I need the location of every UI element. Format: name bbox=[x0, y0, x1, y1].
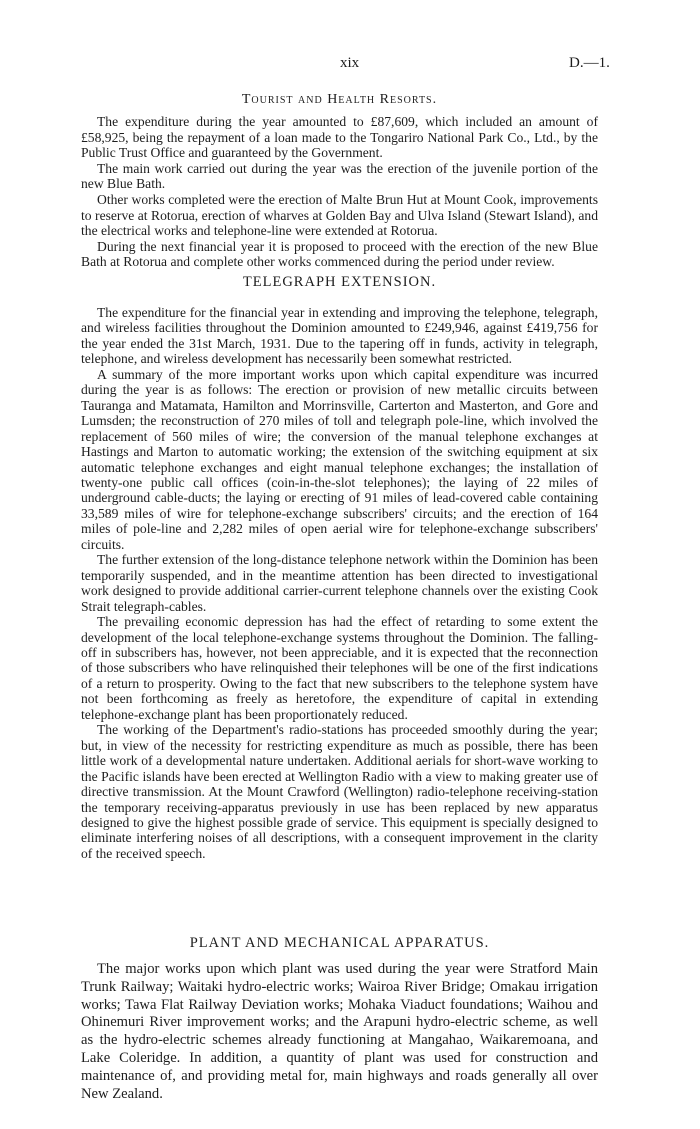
document-reference: D.—1. bbox=[569, 55, 610, 71]
paragraph: The expenditure for the financial year in extending and improving the telephone, telegraph, and wireless facilities throughout the Dominion amounted to £249,946, against £419,756 for the year ended the 31st March, 1931. Due to the tapering off in funds, activity in telegraph, telephone, and wireless development has necessarily been somewhat restricted. bbox=[81, 305, 598, 367]
paragraph: Other works completed were the erection of Malte Brun Hut at Mount Cook, improvements to reserve at Rotorua, erection of wharves at Golden Bay and Ulva Island (Stewart Island), and the electrical works and telephone-line were extended at Rotorua. bbox=[81, 191, 598, 239]
section-heading: PLANT AND MECHANICAL APPARATUS. bbox=[189, 935, 490, 951]
paragraph: The major works upon which plant was used during the year were Stratford Main Trunk Railway; Waitaki hydro-electric works; Wairoa River Bridge; Omakau irrigation works; Tawa Flat Railway Deviation works; Mohaka Viaduct foundations; Waihou and Ohinemuri River improvement works; and the Arapuni hydro-electric scheme, as well as the hydro-electric schemes already functioning at Mangahao, Waikaremoana, and Lake Coleridge. In addition, a quantity of plant was used for construction and maintenance of, and providing metal for, main highways and roads generally all over New Zealand. bbox=[81, 961, 598, 1102]
section-tourist-health-resorts bbox=[81, 92, 598, 270]
paragraph: The prevailing economic depression has had the effect of retarding to some extent the development of the local telephone-exchange systems throughout the Dominion. The falling-off in subscribers has, however, not been appreciable, and it is expected that the reconnection of those subscribers who have relinquished their telephones will be one of the first indications of a return to prosperity. Owing to the fact that new subscribers to the telephone system have not been forthcoming as freely as heretofore, the expenditure of capital in extending telephone-exchange plant has been proportionately reduced. bbox=[81, 614, 598, 722]
section-heading: TELEGRAPH EXTENSION. bbox=[242, 274, 437, 290]
paragraph: The expenditure during the year amounted to £87,609, which included an amount of £58,925, being the repayment of a loan made to the Tongariro National Park Co., Ltd., by the Public Trust Office and guaranteed by the Government. bbox=[81, 114, 598, 161]
section-telegraph-extension bbox=[81, 274, 598, 861]
page-number: xix bbox=[340, 55, 360, 71]
paragraph: A summary of the more important works upon which capital expenditure was incurred during the year is as follows: The erection or provision of new metallic circuits between Tauranga and Matamata, Hamilton and Morrinsville, Carterton and Masterton, and Gore and Lumsden; the reconstruction of 270 miles of toll and telegraph pole-line, which involved the replacement of 560 miles of wire; the conversion of the manual telephone exchanges at Hastings and Marton to automatic working; the extension of the switching equipment at six automatic telephone exchanges and eight manual telephone exchanges; the installation of twenty-one public call offices (coin-in-the-slot telephones); the laying of 22 miles of underground cable-ducts; the laying or erecting of 91 miles of lead-covered cable containing 33,589 miles of wire for telephone-exchange subscribers' circuits; and the erection of 164 miles of pole-line and 2,282 miles of open aerial wire for telephone-exchange subscribers' circuits. bbox=[81, 366, 598, 552]
paragraph: The main work carried out during the year was the erection of the juvenile portion of the new Blue Bath. bbox=[81, 160, 598, 192]
page-header bbox=[0, 55, 700, 79]
paragraph: During the next financial year it is proposed to proceed with the erection of the new Blue Bath at Rotorua and complete other works commenced during the period under review. bbox=[81, 238, 598, 270]
paragraph: The working of the Department's radio-stations has proceeded smoothly during the year; but, in view of the necessity for restricting expenditure as much as possible, there has been little work of a developmental nature undertaken. Additional aerials for short-wave working to the Pacific islands have been erected at Wellington Radio with a view to making greater use of directive transmission. At the Mount Crawford (Wellington) radio-telephone receiving-station the temporary receiving-apparatus previously in use has been replaced by new apparatus designed to give the highest possible grade of service. This equipment is specially designed to eliminate interfering noises of all descriptions, with a consequent improvement in the clarity of the received speech. bbox=[81, 722, 598, 861]
paragraph: The further extension of the long-distance telephone network within the Dominion has been temporarily suspended, and in the meantime attention has been directed to investigational work designed to provide additional carrier-current telephone channels over the existing Cook Strait telegraph-cables. bbox=[81, 552, 598, 614]
section-heading: Tourist and Health Resorts. bbox=[241, 92, 438, 107]
section-plant-mechanical-apparatus bbox=[81, 935, 598, 1103]
